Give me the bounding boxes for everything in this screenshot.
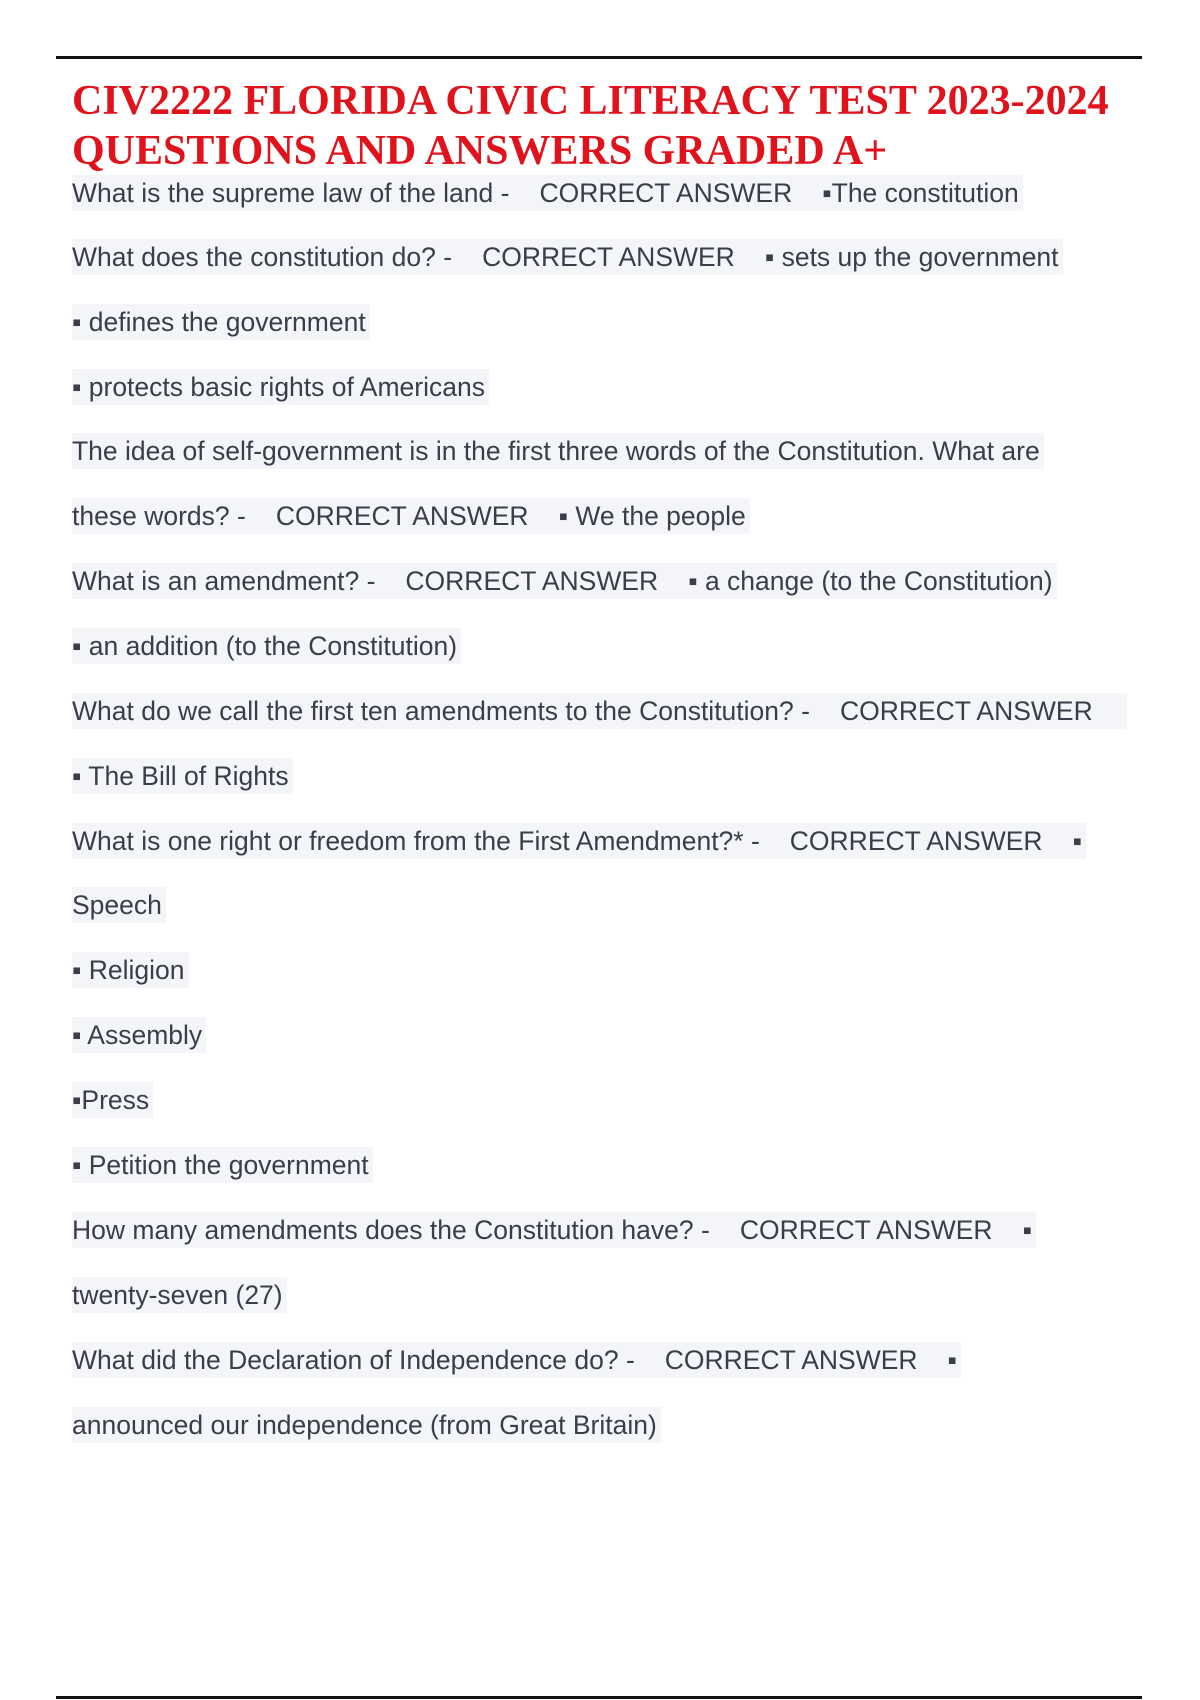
question-text: How many amendments does the Constitution have? - [72,1215,710,1245]
line-text: The idea of self-government is in the first three words of the Constitution. What are [72,436,1040,466]
answer-text: ▪ [1072,826,1082,856]
bottom-rule [56,1696,1142,1699]
text-line [72,175,1023,211]
question-text: these words? - [72,501,246,531]
line-text: ▪ protects basic rights of Americans [72,372,485,402]
question-text: What do we call the first ten amendments to the Constitution? - [72,696,810,726]
text-line [72,433,1044,469]
correct-answer-label: CORRECT ANSWER [482,242,735,272]
question-text: What did the Declaration of Independence do? - [72,1345,635,1375]
line-text: ▪Press [72,1085,150,1115]
answer-text: ▪ [947,1345,957,1375]
top-rule [56,56,1142,59]
line-text: announced our independence (from Great Britain) [72,1410,657,1440]
correct-answer-label: CORRECT ANSWER [275,501,529,531]
text-line [72,1017,206,1053]
answer-text: ▪The constitution [822,178,1019,208]
line-text: ▪ defines the government [72,307,366,337]
text-line [72,693,1127,729]
line-text: ▪ The Bill of Rights [72,761,289,791]
text-line [72,887,166,923]
question-text: What is the supreme law of the land - [72,178,510,208]
correct-answer-label: CORRECT ANSWER [739,1215,993,1245]
text-line [72,1342,961,1378]
correct-answer-label: CORRECT ANSWER [664,1345,918,1375]
text-line [72,1082,153,1118]
question-text: What does the constitution do? - [72,242,453,272]
text-line [72,1147,373,1183]
correct-answer-label: CORRECT ANSWER [539,178,793,208]
text-line [72,369,489,405]
line-text: twenty-seven (27) [72,1280,283,1310]
correct-answer-label: CORRECT ANSWER [405,566,659,596]
answer-text: ▪ a change (to the Constitution) [688,566,1053,596]
text-line [72,563,1057,599]
line-text: ▪ an addition (to the Constitution) [72,631,458,661]
text-line [72,498,750,534]
line-text: ▪ Religion [72,955,185,985]
line-text: ▪ Petition the government [72,1150,369,1180]
text-line [72,628,461,664]
correct-answer-label: CORRECT ANSWER [789,826,1043,856]
answer-text: ▪ sets up the government [764,242,1059,272]
text-line [72,952,189,988]
text-line [72,1212,1036,1248]
answer-text: ▪ [1022,1215,1032,1245]
text-line [72,758,293,794]
text-line [72,239,1063,275]
answer-text: ▪ We the people [558,501,746,531]
line-text: Speech [72,890,162,920]
text-line [72,823,1086,859]
question-text: What is an amendment? - [72,566,376,596]
text-line [72,1407,661,1443]
text-line [72,304,370,340]
document-title: CIV2222 FLORIDA CIVIC LITERACY TEST 2023-2024 QUESTIONS AND ANSWERS GRADED A+ [72,78,1109,174]
question-text: What is one right or freedom from the First Amendment?* - [72,826,760,856]
correct-answer-label: CORRECT ANSWER [839,696,1093,726]
text-line [72,1277,287,1313]
line-text: ▪ Assembly [72,1020,203,1050]
